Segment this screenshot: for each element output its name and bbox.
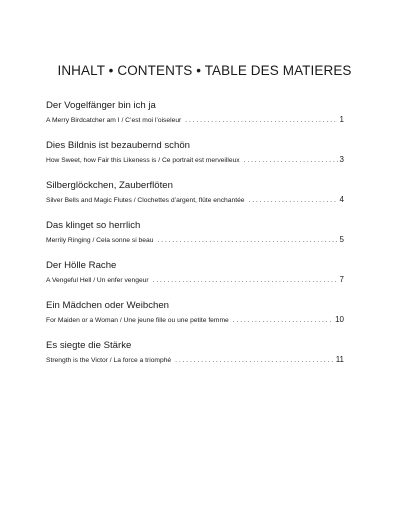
entry-title: Silberglöckchen, Zauberflöten [46,180,173,191]
page-number: 10 [335,315,344,324]
dot-leader [153,276,338,285]
dot-leader [233,316,333,325]
entry-line [46,155,344,165]
dot-leader [157,236,337,245]
page-number: 5 [339,235,344,244]
page-number: 3 [339,155,344,164]
entry-line [46,195,344,205]
page-number: 7 [339,275,344,284]
entry-subtitle: Merrily Ringing / Cela sonne si beau [46,237,154,244]
entry-line [46,355,344,365]
entry-title: Der Vogelfänger bin ich ja [46,100,156,111]
entry-line [46,235,344,245]
entry-line [46,115,344,125]
toc-entry[interactable] [46,180,344,220]
entry-title: Der Hölle Rache [46,260,117,271]
page-number: 1 [339,115,344,124]
toc-entry[interactable] [46,220,344,260]
entry-subtitle: A Merry Birdcatcher am I / C’est moi l’oiseleur [46,117,182,124]
page-title: INHALT • CONTENTS • TABLE DES MATIERES [57,63,352,78]
entry-line [46,315,344,325]
entry-subtitle: Silver Bells and Magic Flutes / Clochettes d’argent, flûte enchantée [46,197,245,204]
entry-title: Es siegte die Stärke [46,340,132,351]
entry-subtitle: Strength is the Victor / La force a triomphé [46,357,172,364]
entry-title: Das klinget so herrlich [46,220,141,231]
dot-leader [249,196,338,205]
dot-leader [175,356,334,365]
entry-subtitle: How Sweet, how Fair this Likeness is / Ce portrait est merveilleux [46,157,240,164]
toc-entry[interactable] [46,300,344,340]
toc-entry[interactable] [46,340,344,380]
table-of-contents [46,100,344,380]
entry-line [46,275,344,285]
entry-subtitle: A Vengeful Hell / Un enfer vengeur [46,277,149,284]
toc-entry[interactable] [46,140,344,180]
page-number: 4 [339,195,344,204]
toc-entry[interactable] [46,260,344,300]
dot-leader [244,156,338,165]
entry-subtitle: For Maiden or a Woman / Une jeune fille ou une petite femme [46,317,229,324]
entry-title: Ein Mädchen oder Weibchen [46,300,170,311]
dot-leader [185,116,337,125]
entry-title: Dies Bildnis ist bezaubernd schön [46,140,190,151]
toc-entry[interactable] [46,100,344,140]
page-number: 11 [335,355,344,364]
